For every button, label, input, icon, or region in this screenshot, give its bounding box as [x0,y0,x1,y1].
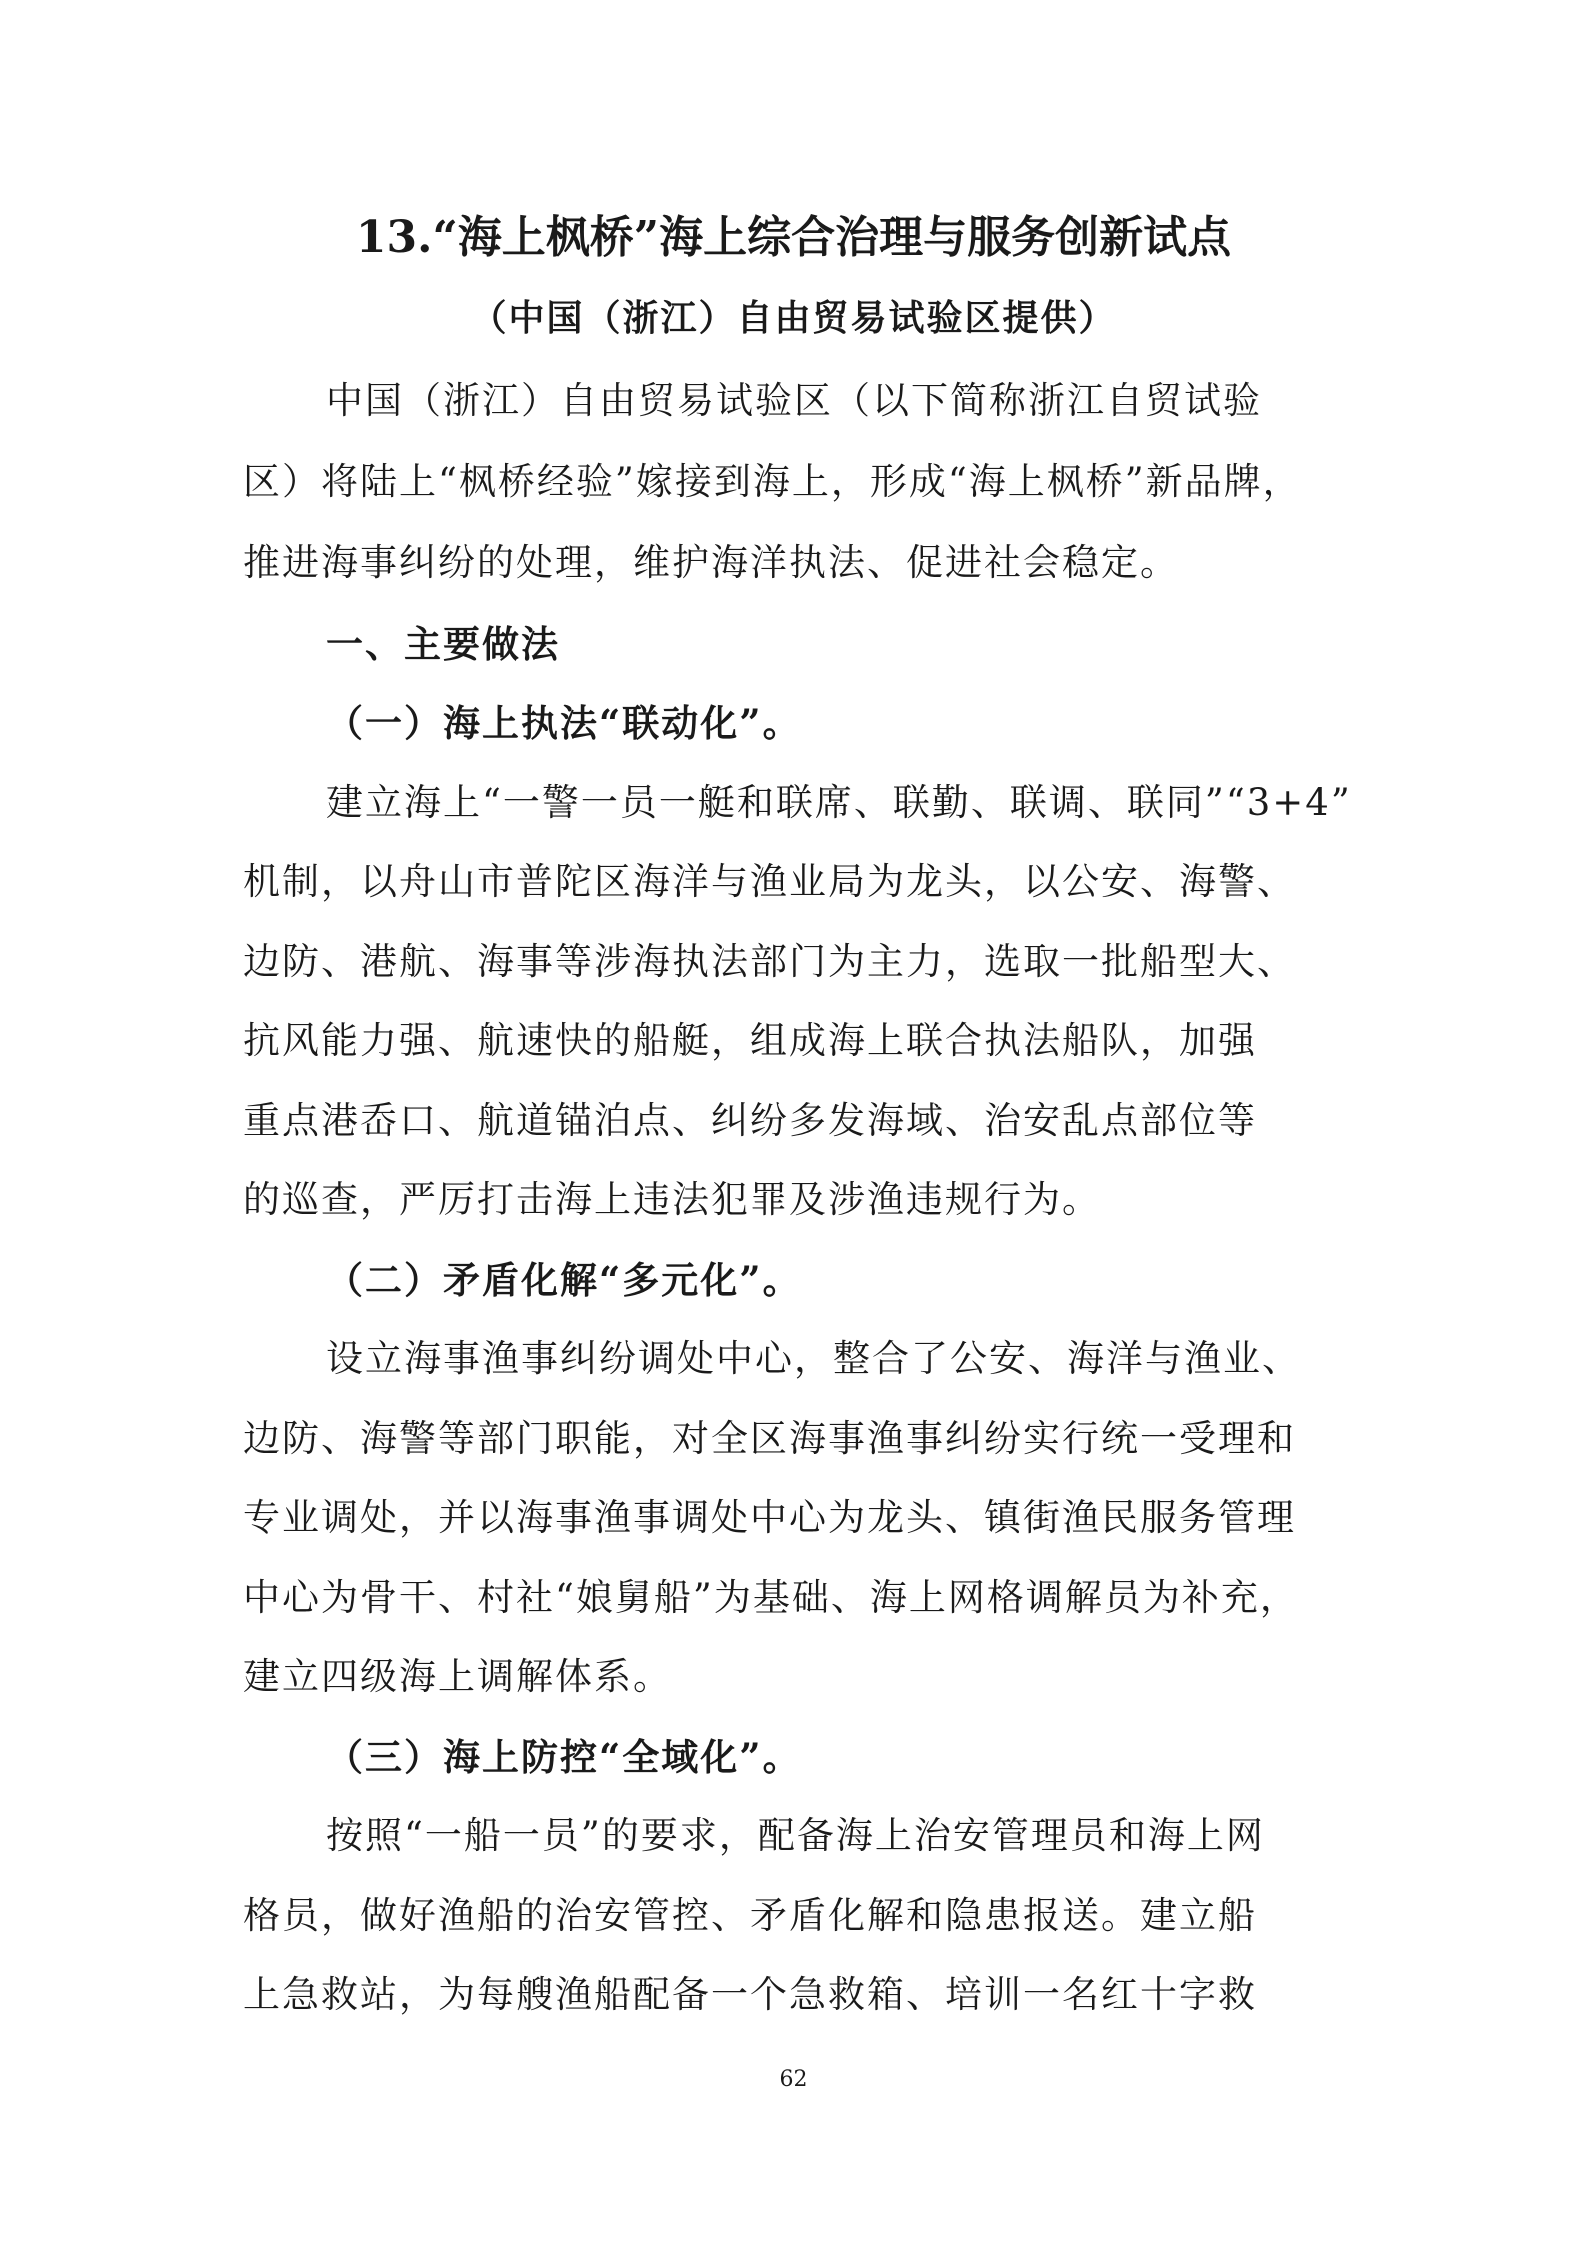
paragraph-line: 机制，以舟山市普陀区海洋与渔业局为龙头，以公安、海警、 [243,860,1296,903]
paragraph-line: 边防、港航、海事等涉海执法部门为主力，选取一批船型大、 [243,940,1296,983]
section-heading: 一、主要做法 [326,622,560,666]
paragraph-line: 设立海事渔事纠纷调处中心，整合了公安、海洋与渔业、 [326,1337,1301,1380]
subsection-heading: （二）矛盾化解“多元化”。 [326,1258,802,1302]
subsection-heading: （一）海上执法“联动化”。 [326,701,802,745]
paragraph-line: 推进海事纠纷的处理，维护海洋执法、促进社会稳定。 [243,541,1179,584]
paragraph-line: 中心为骨干、村社“娘舅船”为基础、海上网格调解员为补充， [243,1576,1299,1619]
subsection-heading: （三）海上防控“全域化”。 [326,1735,802,1779]
paragraph-line: 区）将陆上“枫桥经验”嫁接到海上，形成“海上枫桥”新品牌， [243,460,1302,503]
paragraph-line: 格员，做好渔船的治安管控、矛盾化解和隐患报送。建立船 [243,1894,1257,1937]
paragraph-line: 按照“一船一员”的要求，配备海上治安管理员和海上网 [326,1814,1265,1857]
paragraph-line: 专业调处，并以海事渔事调处中心为龙头、镇街渔民服务管理 [243,1496,1296,1539]
paragraph-line: 上急救站，为每艘渔船配备一个急救箱、培训一名红十字救 [243,1973,1257,2016]
page-number: 62 [779,2067,808,2092]
paragraph-line: 建立四级海上调解体系。 [243,1655,672,1698]
paragraph-line: 建立海上“一警一员一艇和联席、联勤、联调、联同”“3+4” [326,781,1352,824]
paragraph-line: 中国（浙江）自由贸易试验区（以下简称浙江自贸试验 [326,379,1262,422]
document-title: 13.“海上枫桥”海上综合治理与服务创新试点 [355,212,1232,263]
paragraph-line: 边防、海警等部门职能，对全区海事渔事纠纷实行统一受理和 [243,1417,1296,1460]
paragraph-line: 抗风能力强、航速快的船艇，组成海上联合执法船队，加强 [243,1019,1257,1062]
document-subtitle: （中国（浙江）自由贸易试验区提供） [470,297,1117,339]
paragraph-line: 的巡查，严厉打击海上违法犯罪及涉渔违规行为。 [243,1178,1101,1221]
paragraph-line: 重点港岙口、航道锚泊点、纠纷多发海域、治安乱点部位等 [243,1099,1257,1142]
